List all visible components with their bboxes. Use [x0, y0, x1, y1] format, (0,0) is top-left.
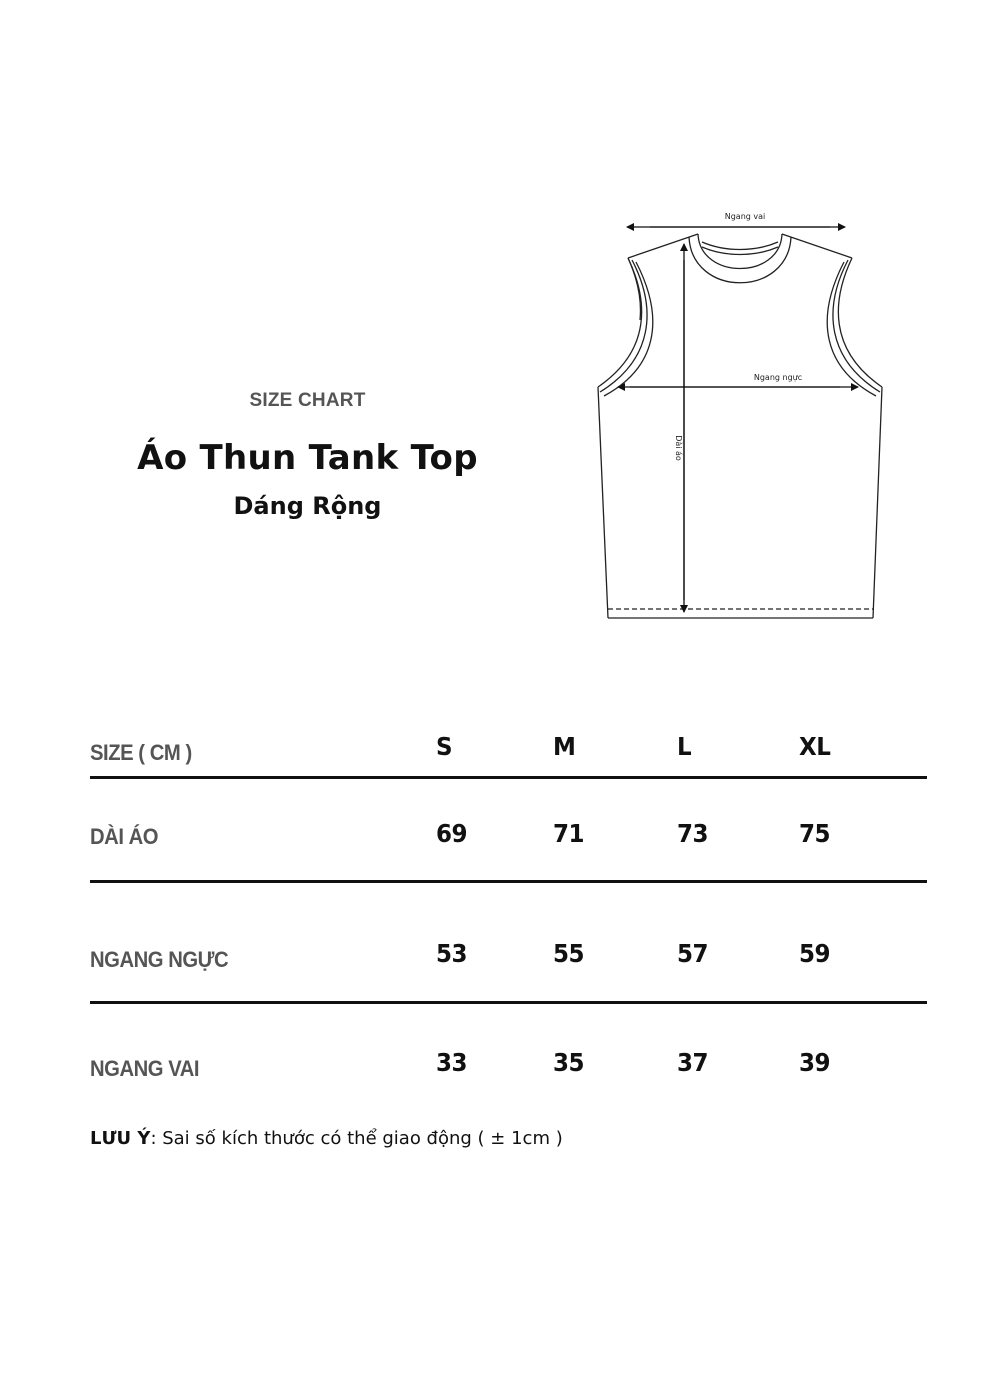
- size-chart-eyebrow: SIZE CHART: [249, 390, 366, 411]
- row-label-shoulder: NGANG VAI: [90, 1056, 200, 1081]
- value-length-l: 73: [677, 819, 709, 848]
- value-shoulder-xl: 39: [799, 1048, 831, 1077]
- value-length-xl: 75: [799, 819, 831, 848]
- row-divider: [90, 880, 927, 883]
- size-header-m: M: [553, 732, 576, 761]
- product-title: Áo Thun Tank Top: [137, 438, 478, 478]
- tolerance-note: [90, 1128, 563, 1149]
- value-shoulder-l: 37: [677, 1048, 709, 1077]
- tank-top-measurement-diagram: [590, 200, 890, 630]
- size-header-xl: XL: [799, 732, 831, 761]
- value-length-m: 71: [553, 819, 585, 848]
- note-prefix: LƯU Ý: [90, 1128, 151, 1149]
- value-chest-xl: 59: [799, 939, 831, 968]
- size-unit-header: SIZE ( CM ): [90, 740, 192, 765]
- product-fit-subtitle: Dáng Rộng: [233, 492, 382, 520]
- value-chest-s: 53: [436, 939, 468, 968]
- row-divider: [90, 1001, 927, 1004]
- chest-width-label: Ngang ngực: [753, 373, 803, 382]
- value-length-s: 69: [436, 819, 468, 848]
- body-length-label: Dài áo: [674, 435, 683, 461]
- row-label-chest: NGANG NGỰC: [90, 947, 229, 972]
- title-block: [100, 390, 515, 520]
- value-shoulder-m: 35: [553, 1048, 585, 1077]
- size-header-s: S: [436, 732, 453, 761]
- size-header-l: L: [677, 732, 692, 761]
- header-divider: [90, 776, 927, 779]
- row-label-length: DÀI ÁO: [90, 824, 159, 849]
- shoulder-width-label: Ngang vai: [724, 212, 766, 221]
- value-chest-m: 55: [553, 939, 585, 968]
- tank-top-outline-icon: [590, 200, 890, 630]
- value-chest-l: 57: [677, 939, 709, 968]
- value-shoulder-s: 33: [436, 1048, 468, 1077]
- note-text: : Sai số kích thước có thể giao động ( ± 1cm ): [150, 1128, 563, 1149]
